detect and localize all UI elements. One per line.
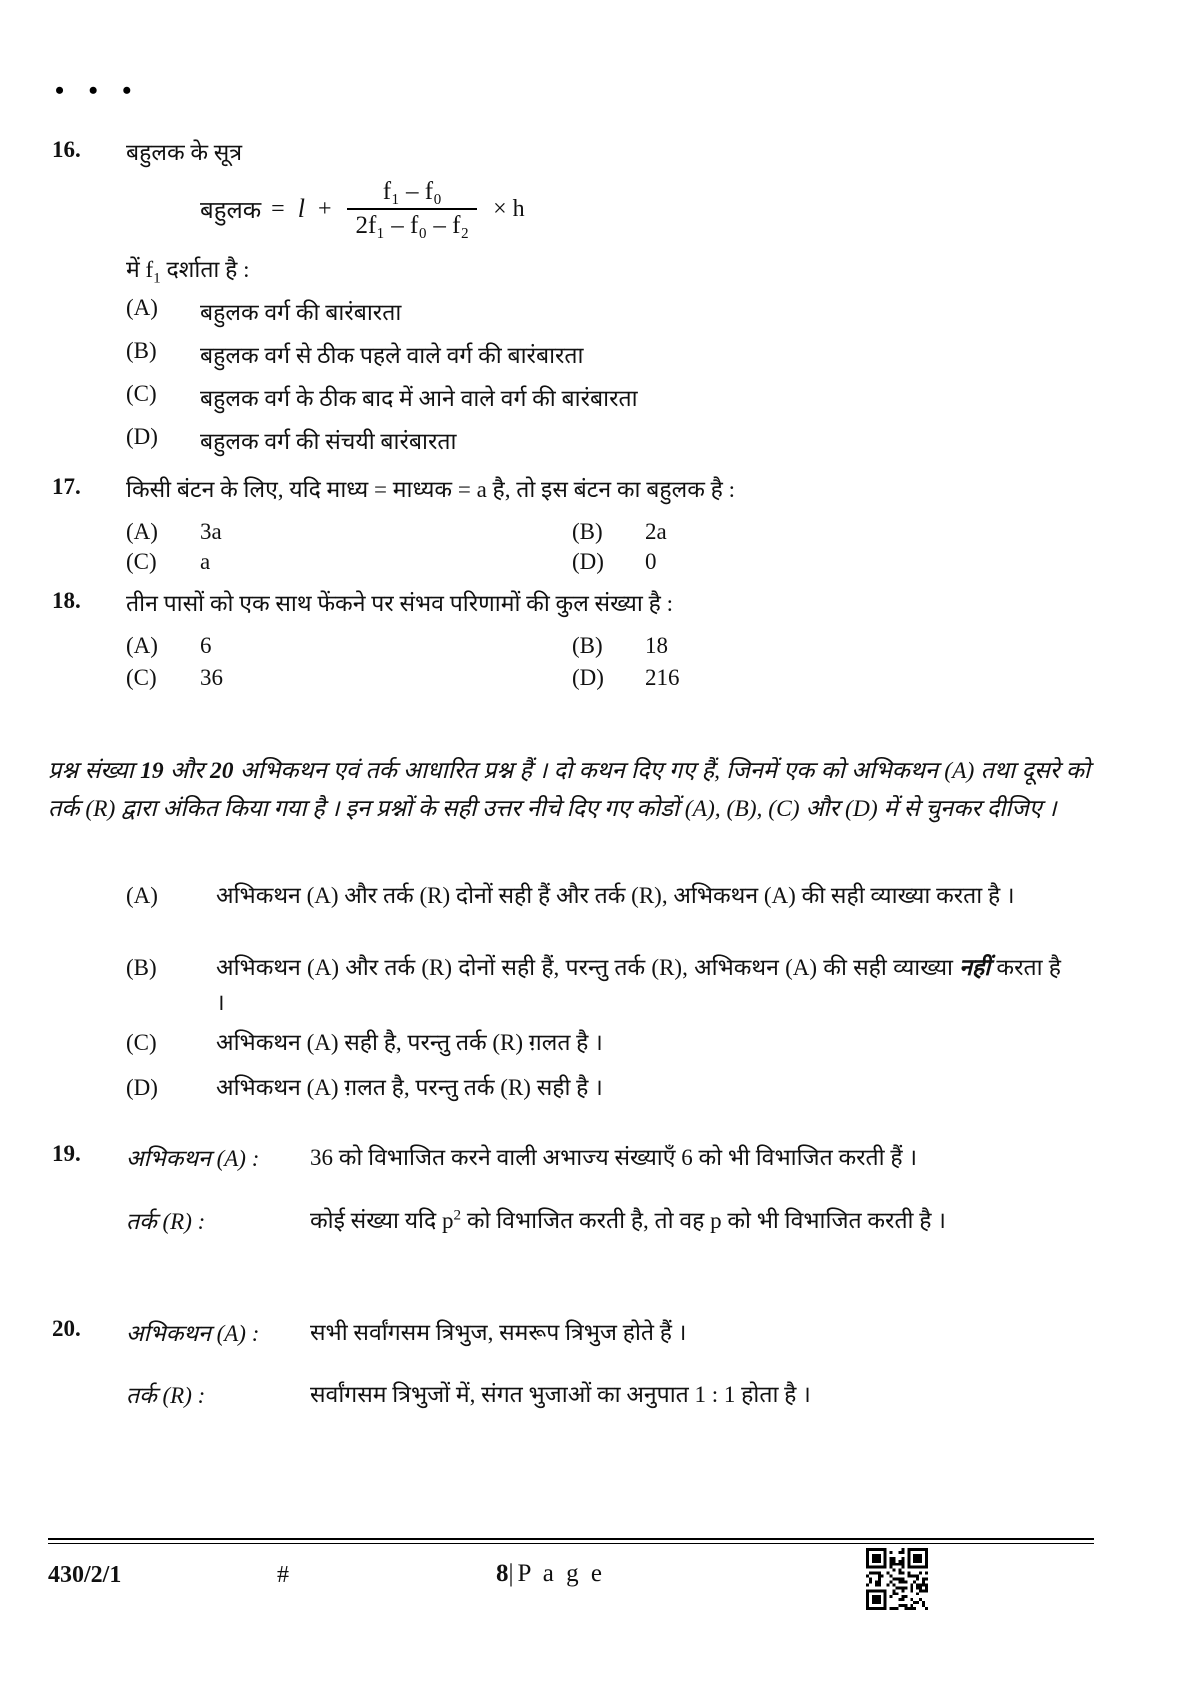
- question-16-stem-line2: [126, 252, 250, 288]
- ar-code-option-b[interactable]: [126, 951, 1061, 1020]
- ar-code-b-emphasis: नहीं: [959, 955, 991, 980]
- footer-page-indicator: [496, 1560, 605, 1588]
- ar-code-option-c[interactable]: [126, 1026, 1061, 1061]
- question-20-reason-label: तर्क (R) :: [126, 1383, 206, 1408]
- question-18-option-b-label[interactable]: (B): [572, 633, 603, 658]
- qr-code: [866, 1548, 928, 1610]
- question-16-option-d-label[interactable]: (D): [126, 424, 158, 449]
- question-18-option-d-text[interactable]: 216: [645, 665, 680, 690]
- question-16-stem-subscript: 1: [153, 269, 161, 287]
- footer-paper-code: 430/2/1: [48, 1562, 122, 1588]
- question-19-assertion-text: 36 को विभाजित करने वाली अभाज्य संख्याएँ 6 को भी विभाजित करती हैं ।: [310, 1145, 918, 1170]
- question-17-stem: किसी बंटन के लिए, यदि माध्य = माध्यक = a है, तो इस बंटन का बहुलक है :: [126, 477, 735, 502]
- formula-plus: +: [317, 195, 332, 222]
- formula-equals: =: [271, 195, 285, 222]
- question-17-number: 17.: [52, 474, 81, 499]
- formula-lhs: बहुलक: [200, 197, 262, 224]
- ar-code-b-text-before: अभिकथन (A) और तर्क (R) दोनों सही हैं, परन्तु तर्क (R), अभिकथन (A) की सही व्याख्या: [216, 955, 960, 980]
- question-16-option-c-label[interactable]: (C): [126, 381, 157, 406]
- footer-rule-bottom: [48, 1543, 1094, 1544]
- ar-code-option-c-label: (C): [126, 1030, 157, 1055]
- question-20-assertion-label: अभिकथन (A) :: [126, 1321, 260, 1346]
- ar-code-option-d-text: अभिकथन (A) ग़लत है, परन्तु तर्क (R) सही है ।: [216, 1075, 603, 1100]
- question-16-option-a-text[interactable]: बहुलक वर्ग की बारंबारता: [200, 300, 402, 325]
- ar-code-option-a[interactable]: [126, 879, 1061, 914]
- ar-code-option-b-text: [216, 951, 1061, 1020]
- question-20-number: 20.: [52, 1316, 81, 1341]
- formula-denominator: 2f₁ – f₀ – f₂: [355, 212, 470, 239]
- question-16-number: 16.: [52, 137, 81, 162]
- ar-code-option-d-label: (D): [126, 1075, 158, 1100]
- question-16-stem-prefix: में f: [126, 257, 154, 282]
- question-16-option-b-text[interactable]: बहुलक वर्ग से ठीक पहले वाले वर्ग की बारंबारता: [200, 343, 584, 368]
- formula-variable: l: [297, 194, 305, 223]
- question-19-number: 19.: [52, 1141, 81, 1166]
- assertion-reason-instruction: [48, 752, 1090, 828]
- question-17-option-b-label[interactable]: (B): [572, 519, 603, 544]
- footer-rule-top: [48, 1538, 1094, 1540]
- question-18-stem: तीन पासों को एक साथ फेंकने पर संभव परिणामों की कुल संख्या है :: [126, 591, 673, 616]
- instruction-bold-19: 19: [140, 758, 164, 784]
- question-20-reason-text: सर्वांगसम त्रिभुजों में, संगत भुजाओं का अनुपात 1 : 1 होता है ।: [310, 1382, 811, 1407]
- continuation-dots: • • •: [55, 76, 141, 105]
- question-19-reason-prefix: कोई संख्या यदि p: [310, 1208, 454, 1233]
- question-19-reason-superscript: 2: [453, 1206, 462, 1224]
- question-16-option-b-label[interactable]: (B): [126, 338, 157, 363]
- footer-page-separator: |: [508, 1560, 514, 1587]
- instruction-part-2: और: [163, 758, 210, 784]
- question-17-option-c-label[interactable]: (C): [126, 549, 157, 574]
- ar-code-option-b-label: (B): [126, 955, 157, 980]
- question-18-option-c-text[interactable]: 36: [200, 665, 223, 690]
- question-19-assertion-label: अभिकथन (A) :: [126, 1146, 260, 1171]
- ar-code-option-a-label: (A): [126, 883, 158, 908]
- qr-code-svg: [866, 1548, 928, 1610]
- footer-page-number: 8: [496, 1560, 509, 1587]
- question-17-option-a-label[interactable]: (A): [126, 519, 158, 544]
- instruction-part-3: अभिकथन एवं तर्क आधारित प्रश्न हैं । दो कथन दिए गए हैं, जिनमें एक को अभिकथन (A) तथा दूसरे को तर्क (R) द्वारा अंकित किया गया है । इन प्रश्नों के सही उत्तर नीचे दिए गए कोडों (A), (B), (C) और (D) में से चुनकर दीजिए ।: [48, 758, 1090, 823]
- mode-formula: [200, 178, 529, 240]
- ar-code-option-a-text: अभिकथन (A) और तर्क (R) दोनों सही हैं और तर्क (R), अभिकथन (A) की सही व्याख्या करता है ।: [216, 883, 1015, 908]
- ar-code-option-c-text: अभिकथन (A) सही है, परन्तु तर्क (R) ग़लत है ।: [216, 1030, 603, 1055]
- question-16-stem-line1: बहुलक के सूत्र: [126, 140, 243, 165]
- question-17-option-d-label[interactable]: (D): [572, 549, 604, 574]
- question-16-option-d-text[interactable]: बहुलक वर्ग की संचयी बारंबारता: [200, 429, 457, 454]
- footer-hash-mark: #: [277, 1562, 289, 1588]
- instruction-part-1: प्रश्न संख्या: [48, 758, 141, 784]
- instruction-bold-20: 20: [209, 758, 234, 784]
- question-17-option-d-text[interactable]: 0: [645, 549, 657, 574]
- question-17-option-a-text[interactable]: 3a: [200, 519, 222, 544]
- question-19-reason-text: [310, 1204, 1015, 1239]
- question-20-assertion-text: सभी सर्वांगसम त्रिभुज, समरूप त्रिभुज होते हैं ।: [310, 1320, 687, 1345]
- ar-code-option-d[interactable]: [126, 1071, 1061, 1106]
- question-16-option-a-label[interactable]: (A): [126, 295, 158, 320]
- formula-numerator: f₁ – f₀: [382, 178, 442, 205]
- question-18-option-a-label[interactable]: (A): [126, 633, 158, 658]
- question-16-option-c-text[interactable]: बहुलक वर्ग के ठीक बाद में आने वाले वर्ग की बारंबारता: [200, 386, 638, 411]
- question-18-option-c-label[interactable]: (C): [126, 665, 157, 690]
- question-17-option-c-text[interactable]: a: [200, 549, 211, 574]
- ar-code-b-text-after: करता है ।: [216, 955, 1061, 1015]
- formula-times-h: × h: [493, 195, 525, 222]
- footer-page-label: P a g e: [517, 1560, 605, 1587]
- question-17-option-b-text[interactable]: 2a: [645, 519, 667, 544]
- formula-fraction: [347, 178, 477, 240]
- question-19-reason-suffix: को विभाजित करती है, तो वह p को भी विभाजित करती है ।: [461, 1208, 946, 1233]
- question-18-option-d-label[interactable]: (D): [572, 665, 604, 690]
- question-18-option-b-text[interactable]: 18: [645, 633, 668, 658]
- question-16-stem-suffix: दर्शाता है :: [160, 257, 250, 282]
- question-18-option-a-text[interactable]: 6: [200, 633, 212, 658]
- question-19-reason-label: तर्क (R) :: [126, 1209, 206, 1234]
- question-18-number: 18.: [52, 588, 81, 613]
